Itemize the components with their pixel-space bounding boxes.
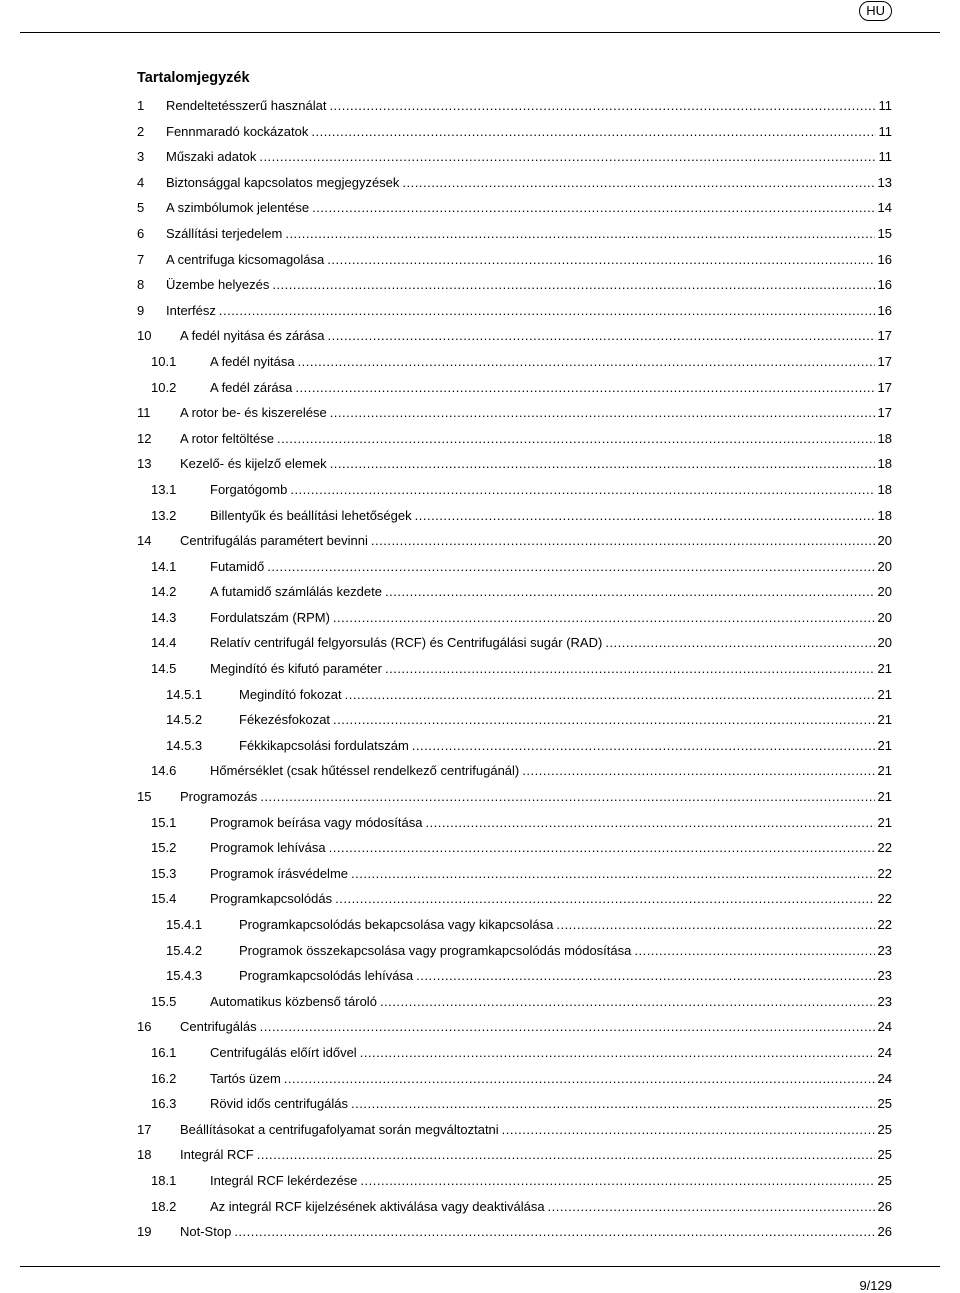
toc-leader-dots <box>295 375 874 401</box>
toc-leader-dots <box>380 989 875 1015</box>
toc-entry-label[interactable]: Megindító fokozat <box>239 686 342 702</box>
toc-entry-body <box>210 758 892 784</box>
toc-entry[interactable] <box>137 682 892 708</box>
toc-entry-body <box>210 1194 892 1220</box>
toc-entry-label[interactable]: Műszaki adatok <box>166 149 257 165</box>
toc-entry-page[interactable]: 16 <box>877 302 892 318</box>
toc-entry-body <box>180 323 892 349</box>
toc-leader-dots <box>402 170 874 196</box>
toc-entry[interactable] <box>137 1194 892 1220</box>
page-number: 9/129 <box>859 1278 892 1293</box>
toc-entry-number: 4 <box>137 174 145 190</box>
toc-entry-body <box>210 810 892 836</box>
toc-entry-page[interactable]: 18 <box>877 481 892 497</box>
toc-entry-body <box>166 195 892 221</box>
header-divider <box>20 32 940 33</box>
toc-entry-label[interactable]: Programok beírása vagy módosítása <box>210 814 423 830</box>
toc-entry-page[interactable]: 21 <box>877 737 892 753</box>
toc-entry-label[interactable]: Programkapcsolódás bekapcsolása vagy kikapcsolása <box>239 917 554 932</box>
toc-entry-page[interactable]: 20 <box>877 609 892 625</box>
toc-entry-body <box>166 119 892 145</box>
toc-entry-body <box>210 605 892 631</box>
toc-leader-dots <box>285 221 874 247</box>
toc-entry-number: 3 <box>137 149 145 165</box>
toc-entry[interactable] <box>137 579 892 605</box>
toc-entry-body <box>166 170 892 196</box>
toc-leader-dots <box>234 1219 874 1245</box>
toc-entry-number: 15.2 <box>151 840 177 856</box>
toc-title: Tartalomjegyzék <box>137 70 250 86</box>
toc-leader-dots <box>522 758 874 784</box>
toc-entry-page[interactable]: 14 <box>877 200 892 216</box>
toc-entry[interactable] <box>137 477 892 503</box>
toc-entry[interactable] <box>137 400 892 426</box>
toc-entry-number: 18.1 <box>151 1172 177 1188</box>
toc-entry[interactable] <box>137 1014 892 1040</box>
toc-leader-dots <box>425 810 874 836</box>
toc-leader-dots <box>312 195 874 221</box>
toc-entry-page[interactable]: 11 <box>878 98 892 113</box>
toc-entry-page[interactable]: 18 <box>877 507 892 523</box>
toc-entry-page[interactable]: 17 <box>877 353 892 369</box>
toc-leader-dots <box>257 1142 875 1168</box>
toc-entry-body <box>180 426 892 452</box>
toc-entry-label[interactable]: A fedél nyitása és zárása <box>180 328 325 344</box>
toc-entry-label[interactable]: Fékkikapcsolási fordulatszám <box>239 737 409 753</box>
toc-entry-body <box>239 938 892 964</box>
toc-entry-page[interactable]: 25 <box>877 1172 892 1188</box>
toc-entry-page[interactable]: 23 <box>877 993 892 1009</box>
toc-entry-number: 8 <box>137 277 145 293</box>
toc-entry-number: 14.6 <box>151 763 177 779</box>
toc-entry-label[interactable]: Programok írásvédelme <box>210 865 348 881</box>
toc-entry[interactable] <box>137 1142 892 1168</box>
toc-entry-page[interactable]: 11 <box>878 149 892 165</box>
toc-entry-label[interactable]: Interfész <box>166 302 216 318</box>
toc-entry-page[interactable]: 17 <box>877 328 892 344</box>
toc-entry-body <box>210 579 892 605</box>
toc-entry-label[interactable]: Hőmérséklet (csak hűtéssel rendelkező centrifugánál) <box>210 763 520 779</box>
toc-entry-body <box>166 221 892 247</box>
toc-entry-number: 13.2 <box>151 507 177 523</box>
toc-entry-page[interactable]: 11 <box>878 123 892 139</box>
toc-entry-number: 5 <box>137 200 145 216</box>
toc-entry-number: 13.1 <box>151 481 177 497</box>
toc-entry[interactable] <box>137 93 892 119</box>
toc-entry-number: 14.2 <box>151 584 177 600</box>
toc-entry-label[interactable]: Üzembe helyezés <box>166 277 270 293</box>
toc-entry-number: 15.4.3 <box>166 968 203 984</box>
toc-entry-page[interactable]: 22 <box>877 917 892 932</box>
toc-leader-dots <box>360 1168 874 1194</box>
toc-entry-body <box>210 656 892 682</box>
toc-entry[interactable] <box>137 426 892 452</box>
toc-entry-body <box>210 1066 892 1092</box>
toc-entry[interactable] <box>137 758 892 784</box>
toc-leader-dots <box>385 579 875 605</box>
toc-entry-body <box>210 886 892 912</box>
toc-entry-label[interactable]: Biztonsággal kapcsolatos megjegyzések <box>166 174 400 190</box>
toc-entry-label[interactable]: Kezelő- és kijelző elemek <box>180 456 327 472</box>
toc-entry-body <box>210 630 892 656</box>
toc-leader-dots <box>330 400 875 426</box>
toc-entry-page[interactable]: 20 <box>877 558 892 574</box>
toc-entry-body <box>210 835 892 861</box>
toc-entry-number: 10.2 <box>151 379 177 395</box>
toc-entry-number: 10.1 <box>151 353 177 369</box>
toc-entry-number: 16 <box>137 1019 152 1035</box>
toc-entry[interactable] <box>137 1040 892 1066</box>
toc-entry[interactable] <box>137 119 892 145</box>
toc-entry[interactable] <box>137 221 892 247</box>
toc-leader-dots <box>416 963 874 989</box>
toc-entry-number: 7 <box>137 251 145 267</box>
toc-leader-dots <box>502 1117 875 1143</box>
toc-entry[interactable] <box>137 144 892 170</box>
toc-entry-body <box>210 349 892 375</box>
toc-entry-page[interactable]: 16 <box>877 251 892 267</box>
toc-entry-number: 15.4.1 <box>166 917 203 932</box>
toc-entry-page[interactable]: 24 <box>877 1019 892 1035</box>
toc-entry-label[interactable]: Centrifugálás paramétert bevinni <box>180 533 368 549</box>
toc-entry[interactable] <box>137 784 892 810</box>
toc-entry-label[interactable]: Centrifugálás előírt idővel <box>210 1044 357 1060</box>
toc-entry-page[interactable]: 25 <box>877 1121 892 1137</box>
toc-leader-dots <box>351 1091 875 1117</box>
toc-entry[interactable] <box>137 170 892 196</box>
toc-entry-number: 2 <box>137 123 145 139</box>
toc-entry-label[interactable]: Szállítási terjedelem <box>166 225 283 241</box>
toc-entry[interactable] <box>137 861 892 887</box>
toc-entry-label[interactable]: Programkapcsolódás lehívása <box>239 968 414 984</box>
toc-entry[interactable] <box>137 1066 892 1092</box>
toc-leader-dots <box>290 477 874 503</box>
toc-entry-page[interactable]: 18 <box>877 456 892 472</box>
toc-entry-body <box>180 528 892 554</box>
toc-entry-label[interactable]: A fedél nyitása <box>210 353 295 369</box>
toc-entry-page[interactable]: 25 <box>877 1147 892 1163</box>
toc-entry-page[interactable]: 24 <box>877 1070 892 1086</box>
toc-entry-body <box>166 144 892 170</box>
toc-entry-page[interactable]: 13 <box>877 174 892 190</box>
toc-entry-number: 13 <box>137 456 152 472</box>
toc-entry-body <box>166 272 892 298</box>
toc-entry[interactable] <box>137 938 892 964</box>
toc-leader-dots <box>605 630 874 656</box>
toc-entry-page[interactable]: 25 <box>877 1096 892 1112</box>
toc-leader-dots <box>272 272 874 298</box>
toc-entry[interactable] <box>137 1168 892 1194</box>
toc-entry-label[interactable]: Fordulatszám (RPM) <box>210 609 330 625</box>
toc-entry-label[interactable]: Rendeltetésszerű használat <box>166 98 327 113</box>
toc-entry[interactable] <box>137 605 892 631</box>
toc-entry-body <box>239 733 892 759</box>
toc-entry-page[interactable]: 17 <box>877 379 892 395</box>
toc-entry-number: 17 <box>137 1121 152 1137</box>
toc-entry-label[interactable]: A futamidő számlálás kezdete <box>210 584 382 600</box>
toc-leader-dots <box>556 912 874 938</box>
toc-entry-page[interactable]: 18 <box>877 430 892 446</box>
toc-entry[interactable] <box>137 451 892 477</box>
toc-entry-body <box>166 298 892 324</box>
toc-entry-body <box>210 503 892 529</box>
toc-entry-page[interactable]: 26 <box>877 1198 892 1214</box>
toc-entry-number: 15.1 <box>151 814 177 830</box>
toc-entry-number: 15.3 <box>151 865 177 881</box>
toc-leader-dots <box>329 835 875 861</box>
toc-entry-body <box>180 451 892 477</box>
toc-entry-label[interactable]: Automatikus közbenső tároló <box>210 993 377 1009</box>
toc-entry-body <box>210 861 892 887</box>
toc-leader-dots <box>328 323 875 349</box>
toc-leader-dots <box>548 1194 875 1220</box>
toc-leader-dots <box>333 605 875 631</box>
toc-entry-number: 14 <box>137 533 152 549</box>
toc-leader-dots <box>371 528 875 554</box>
toc-entry-number: 18.2 <box>151 1198 177 1214</box>
toc-entry-label[interactable]: Relatív centrifugál felgyorsulás (RCF) és Centrifugálási sugár (RAD) <box>210 635 603 651</box>
toc-entry-label[interactable]: Not-Stop <box>180 1224 232 1240</box>
toc-entry[interactable] <box>137 886 892 912</box>
toc-entry-page[interactable]: 21 <box>877 661 892 677</box>
toc-entry-label[interactable]: Fennmaradó kockázatok <box>166 123 309 139</box>
toc-leader-dots <box>415 503 875 529</box>
toc-entry-label[interactable]: Fékezésfokozat <box>239 712 331 728</box>
toc-leader-dots <box>260 784 874 810</box>
toc-entry-number: 12 <box>137 430 152 446</box>
toc-entry[interactable] <box>137 630 892 656</box>
footer-divider <box>20 1266 940 1267</box>
toc-entry-number: 14.5.2 <box>166 712 203 728</box>
toc-entry-page[interactable]: 22 <box>877 865 892 881</box>
toc-entry[interactable] <box>137 349 892 375</box>
toc-entry-body <box>180 400 892 426</box>
toc-entry-body <box>210 554 892 580</box>
toc-entry[interactable] <box>137 733 892 759</box>
toc-entry-page[interactable]: 21 <box>877 712 892 728</box>
toc-entry-page[interactable]: 26 <box>877 1224 892 1240</box>
toc-entry-number: 6 <box>137 225 145 241</box>
toc-leader-dots <box>219 298 875 324</box>
toc-entry-label[interactable]: Tartós üzem <box>210 1070 281 1086</box>
toc-entry[interactable] <box>137 528 892 554</box>
toc-entry-label[interactable]: Billentyűk és beállítási lehetőségek <box>210 507 412 523</box>
toc-entry-page[interactable]: 21 <box>877 686 892 702</box>
toc-entry-number: 16.2 <box>151 1070 177 1086</box>
toc-entry[interactable] <box>137 989 892 1015</box>
toc-entry[interactable] <box>137 1091 892 1117</box>
toc-entry-page[interactable]: 20 <box>877 584 892 600</box>
toc-entry-label[interactable]: A centrifuga kicsomagolása <box>166 251 325 267</box>
toc-entry-page[interactable]: 20 <box>877 635 892 651</box>
toc-entry-label[interactable]: A rotor feltöltése <box>180 430 274 446</box>
toc-leader-dots <box>385 656 875 682</box>
toc-entry[interactable] <box>137 1219 892 1245</box>
toc-leader-dots <box>634 938 874 964</box>
toc-entry-page[interactable]: 24 <box>877 1044 892 1060</box>
toc-leader-dots <box>360 1040 875 1066</box>
toc-entry-label[interactable]: A rotor be- és kiszerelése <box>180 405 327 421</box>
toc-entry-body <box>210 375 892 401</box>
toc-leader-dots <box>330 451 875 477</box>
toc-leader-dots <box>267 554 874 580</box>
language-badge: HU <box>859 1 892 21</box>
toc-entry-label[interactable]: Az integrál RCF kijelzésének aktiválása vagy deaktiválása <box>210 1198 545 1214</box>
toc-entry-label[interactable]: Integrál RCF <box>180 1147 254 1163</box>
toc-leader-dots <box>329 93 875 119</box>
toc-entry[interactable] <box>137 835 892 861</box>
toc-entry[interactable] <box>137 1117 892 1143</box>
toc-entry[interactable] <box>137 503 892 529</box>
toc-leader-dots <box>298 349 875 375</box>
toc-entry[interactable] <box>137 912 892 938</box>
toc-entry-number: 10 <box>137 328 152 344</box>
toc-entry-number: 14.4 <box>151 635 177 651</box>
toc-entry-label[interactable]: A szimbólumok jelentése <box>166 200 310 216</box>
toc-entry-page[interactable]: 17 <box>877 405 892 421</box>
toc-entry-label[interactable]: Futamidő <box>210 558 265 574</box>
toc-entry-number: 14.5.1 <box>166 686 203 702</box>
toc-entry-body <box>210 477 892 503</box>
toc-entry-page[interactable]: 21 <box>877 789 892 805</box>
toc-entry-number: 11 <box>137 405 151 421</box>
toc-entry-body <box>210 1091 892 1117</box>
toc-entry-label[interactable]: A fedél zárása <box>210 379 293 395</box>
toc-entry-number: 15.4.2 <box>166 942 203 958</box>
toc-entry-label[interactable]: Rövid idős centrifugálás <box>210 1096 349 1112</box>
toc-entry-label[interactable]: Beállításokat a centrifugafolyamat során megváltoztatni <box>180 1121 499 1137</box>
toc-entry-body <box>210 1040 892 1066</box>
toc-entry-label[interactable]: Integrál RCF lekérdezése <box>210 1172 358 1188</box>
toc-entry-number: 16.3 <box>151 1096 177 1112</box>
toc-leader-dots <box>259 144 875 170</box>
toc-entry-number: 9 <box>137 302 145 318</box>
toc-entry-label[interactable]: Programok lehívása <box>210 840 326 856</box>
toc-entry[interactable] <box>137 247 892 273</box>
toc-leader-dots <box>335 886 874 912</box>
toc-leader-dots <box>260 1014 875 1040</box>
toc-entry[interactable] <box>137 195 892 221</box>
toc-entry-page[interactable]: 23 <box>877 968 892 984</box>
toc-leader-dots <box>284 1066 875 1092</box>
toc-entry-page[interactable]: 15 <box>877 225 892 241</box>
toc-entry-page[interactable]: 21 <box>877 814 892 830</box>
toc-entry-page[interactable]: 23 <box>877 942 892 958</box>
toc-entry-label[interactable]: Programok összekapcsolása vagy programkapcsolódás módosítása <box>239 942 632 958</box>
toc-leader-dots <box>327 247 874 273</box>
toc-entry-body <box>239 912 892 938</box>
toc-entry-body <box>239 963 892 989</box>
toc-entry-body <box>180 784 892 810</box>
toc-entry-number: 16.1 <box>151 1044 177 1060</box>
toc-leader-dots <box>333 707 874 733</box>
toc-entry-body <box>210 989 892 1015</box>
toc-entry-body <box>239 682 892 708</box>
toc-entry-number: 14.1 <box>151 558 177 574</box>
toc-entry-page[interactable]: 22 <box>877 891 892 907</box>
toc-entry[interactable] <box>137 707 892 733</box>
toc-entry-number: 15.5 <box>151 993 177 1009</box>
toc-leader-dots <box>277 426 875 452</box>
toc-entry-body <box>166 93 892 119</box>
toc-entry-body <box>180 1219 892 1245</box>
toc-entry-label[interactable]: Megindító és kifutó paraméter <box>210 661 382 677</box>
toc-entry-number: 15 <box>137 789 152 805</box>
toc-entry-label[interactable]: Programkapcsolódás <box>210 891 333 907</box>
toc-entry-label[interactable]: Centrifugálás <box>180 1019 257 1035</box>
toc-entry-page[interactable]: 22 <box>877 840 892 856</box>
toc-entry-number: 18 <box>137 1147 152 1163</box>
toc-entry-body <box>180 1117 892 1143</box>
toc-entry-number: 14.3 <box>151 609 177 625</box>
toc-entry-number: 14.5.3 <box>166 737 203 753</box>
toc-entry[interactable] <box>137 375 892 401</box>
toc-entry-number: 14.5 <box>151 661 177 677</box>
toc-entry-body <box>166 247 892 273</box>
table-of-contents <box>137 93 892 1245</box>
toc-entry-page[interactable]: 20 <box>877 533 892 549</box>
toc-entry[interactable] <box>137 963 892 989</box>
toc-entry-number: 15.4 <box>151 891 177 907</box>
toc-entry-body <box>210 1168 892 1194</box>
toc-leader-dots <box>412 733 875 759</box>
toc-entry[interactable] <box>137 298 892 324</box>
toc-entry-body <box>239 707 892 733</box>
toc-leader-dots <box>351 861 875 887</box>
toc-entry-body <box>180 1142 892 1168</box>
toc-entry-page[interactable]: 21 <box>877 763 892 779</box>
toc-entry-page[interactable]: 16 <box>877 277 892 293</box>
toc-entry[interactable] <box>137 323 892 349</box>
toc-entry[interactable] <box>137 554 892 580</box>
toc-leader-dots <box>345 682 875 708</box>
toc-entry-label[interactable]: Forgatógomb <box>210 481 288 497</box>
toc-entry[interactable] <box>137 272 892 298</box>
toc-leader-dots <box>311 119 875 145</box>
toc-entry-label[interactable]: Programozás <box>180 789 258 805</box>
toc-entry-body <box>180 1014 892 1040</box>
toc-entry[interactable] <box>137 810 892 836</box>
toc-entry-number: 1 <box>137 98 145 113</box>
toc-entry[interactable] <box>137 656 892 682</box>
toc-entry-number: 19 <box>137 1224 152 1240</box>
